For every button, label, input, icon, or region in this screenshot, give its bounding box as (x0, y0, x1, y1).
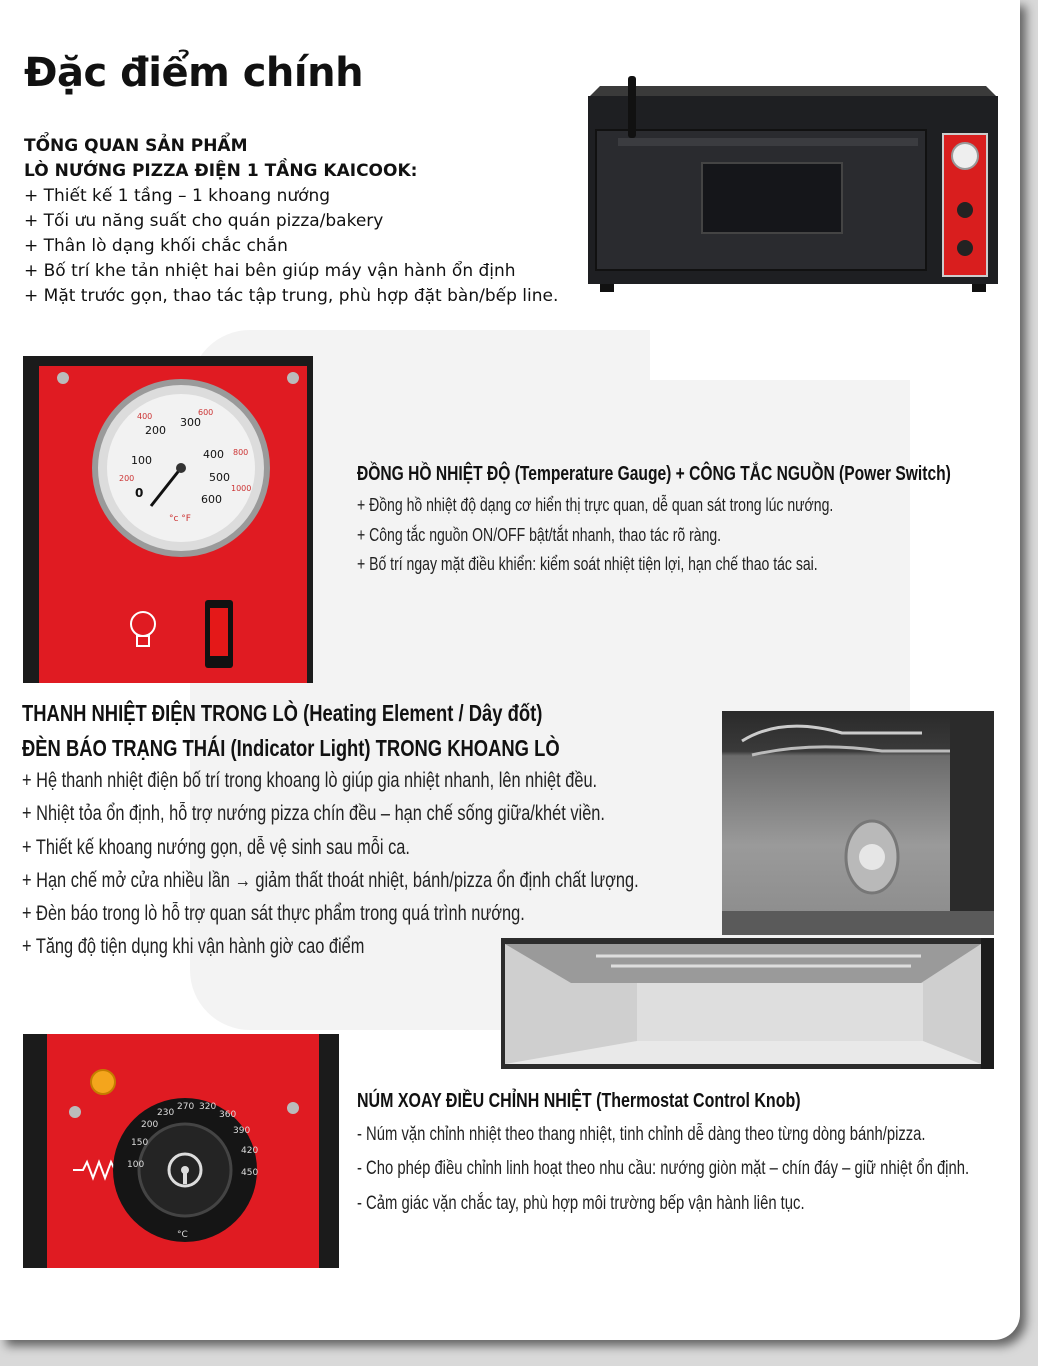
knob-scale-230: 230 (157, 1108, 175, 1118)
knob-item: - Cho phép điều chỉnh linh hoạt theo nhu cầu: nướng giòn mặt – chín đáy – giữ nhiệt ổn định. (357, 1158, 970, 1179)
gauge-panel-photo (23, 356, 313, 683)
gauge-item: + Đồng hồ nhiệt độ dạng cơ hiển thị trực quan, dễ quan sát trong lúc nướng. (357, 495, 834, 515)
gauge-item: + Công tắc nguồn ON/OFF bật/tắt nhanh, thao tác rõ ràng. (357, 525, 722, 545)
gauge-c-0: 0 (135, 486, 144, 500)
overview-item: + Bố trí khe tản nhiệt hai bên giúp máy vận hành ổn định (24, 261, 516, 281)
gauge-f-400: 400 (137, 412, 153, 421)
heating-item: + Đèn báo trong lò hỗ trợ quan sát thực phẩm trong quá trình nướng. (22, 902, 525, 925)
overview-item: + Mặt trước gọn, thao tác tập trung, phù hợp đặt bàn/bếp line. (24, 286, 559, 306)
heating-item: + Thiết kế khoang nướng gọn, dễ vệ sinh sau mỗi ca. (22, 836, 410, 859)
gauge-c-400: 400 (203, 448, 224, 461)
heating-item: + Tăng độ tiện dụng khi vận hành giờ cao điểm (22, 935, 365, 958)
gauge-heading: ĐỒNG HỒ NHIỆT ĐỘ (Temperature Gauge) + CÔNG TẮC NGUỒN (Power Switch) (357, 463, 951, 485)
knob-scale-150: 150 (131, 1138, 149, 1148)
knob-item: - Núm vặn chỉnh nhiệt theo thang nhiệt, tinh chỉnh dễ dàng theo từng dòng bánh/pizza. (357, 1124, 926, 1145)
heating-item: + Hạn chế mở cửa nhiều lần → giảm thất thoát nhiệt, bánh/pizza ổn định chất lượng. (22, 869, 639, 892)
overview-item: + Thân lò dạng khối chắc chắn (24, 236, 288, 256)
gauge-c-600: 600 (201, 493, 222, 506)
gauge-c-200: 200 (145, 424, 166, 437)
gauge-c-500: 500 (209, 471, 230, 484)
oven-product-image (588, 68, 998, 294)
knob-scale-100: 100 (127, 1160, 145, 1170)
knob-scale-450: 450 (241, 1168, 259, 1178)
overview-item: + Thiết kế 1 tầng – 1 khoang nướng (24, 186, 331, 206)
oven-interior-chamber-photo (501, 938, 994, 1069)
overview-subheading: LÒ NƯỚNG PIZZA ĐIỆN 1 TẦNG KAICOOK: (24, 161, 418, 181)
overview-section (24, 134, 558, 309)
knob-scale-200: 200 (141, 1120, 159, 1130)
gauge-f-200: 200 (119, 474, 135, 483)
gauge-item: + Bố trí ngay mặt điều khiển: kiểm soát nhiệt tiện lợi, hạn chế thao tác sai. (357, 554, 818, 574)
gauge-f-600: 600 (198, 408, 214, 417)
heating-item: + Hệ thanh nhiệt điện bố trí trong khoang lò giúp gia nhiệt nhanh, lên nhiệt đều. (22, 769, 598, 792)
page-title: Đặc điểm chính (24, 50, 364, 96)
gauge-f-1000: 1000 (231, 484, 252, 493)
indicator-heading: ĐÈN BÁO TRẠNG THÁI (Indicator Light) TRONG KHOANG LÒ (22, 735, 560, 761)
knob-item: - Cảm giác vặn chắc tay, phù hợp môi trường bếp vận hành liên tục. (357, 1193, 805, 1214)
knob-heading: NÚM XOAY ĐIỀU CHỈNH NHIỆT (Thermostat Control Knob) (357, 1090, 801, 1112)
gauge-f-800: 800 (233, 448, 249, 457)
heating-item: + Nhiệt tỏa ổn định, hỗ trợ nướng pizza chín đều – hạn chế sống giữa/khét viền. (22, 802, 605, 825)
knob-scale-360: 360 (219, 1110, 237, 1120)
knob-scale-390: 390 (233, 1126, 251, 1136)
knob-scale-320: 320 (199, 1102, 217, 1112)
oven-interior-light-photo (722, 711, 994, 935)
knob-scale-270: 270 (177, 1102, 195, 1112)
heating-heading: THANH NHIỆT ĐIỆN TRONG LÒ (Heating Element / Dây đốt) (22, 700, 543, 726)
gauge-c-100: 100 (131, 454, 152, 467)
gauge-units: °c °F (169, 514, 191, 524)
overview-item: + Tối ưu năng suất cho quán pizza/bakery (24, 211, 384, 231)
gauge-c-300: 300 (180, 416, 201, 429)
overview-heading: TỔNG QUAN SẢN PHẨM (24, 136, 248, 156)
knob-scale-420: 420 (241, 1146, 259, 1156)
knob-unit: °C (177, 1230, 188, 1240)
thermostat-panel-photo (23, 1034, 339, 1268)
